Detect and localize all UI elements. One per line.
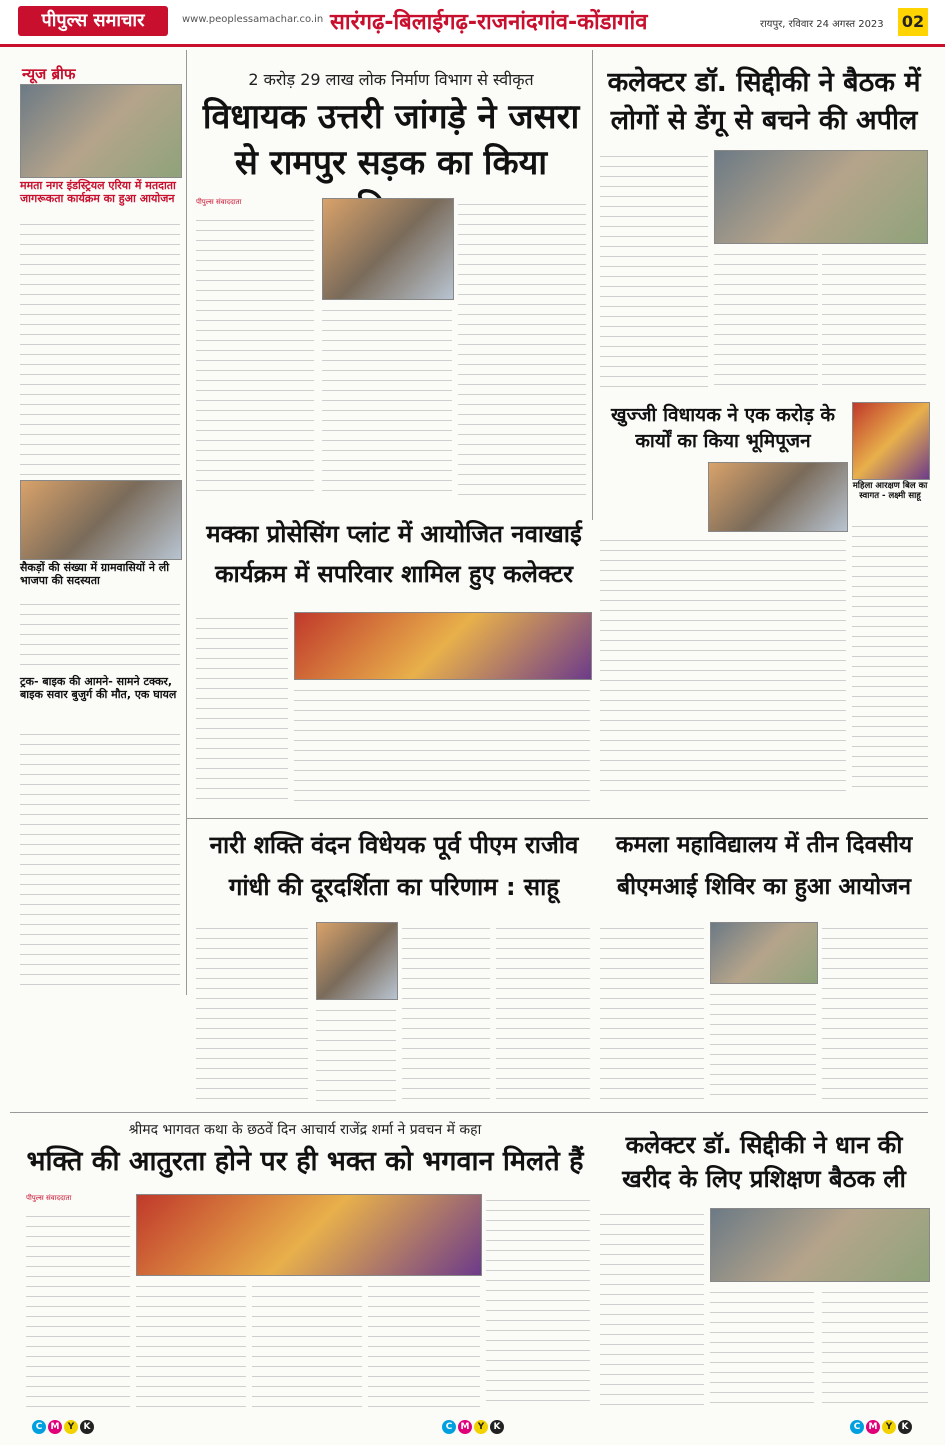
story5-photo (294, 612, 592, 680)
story9-body-col1 (600, 1208, 704, 1410)
story6-body-col4 (496, 922, 590, 1102)
story8-photo (136, 1194, 482, 1276)
masthead (0, 0, 945, 47)
website-url[interactable]: www.peoplessamachar.co.in (182, 14, 324, 25)
story8-body-col5 (486, 1194, 590, 1410)
dateline: रायपुर, रविवार 24 अगस्त 2023 (760, 19, 884, 30)
story1-body-col3 (458, 198, 586, 500)
brief-headline-1: ममता नगर इंडस्ट्रियल एरिया में मतदाता जागरूकता कार्यक्रम का हुआ आयोजन (20, 179, 176, 205)
story8-body-col3 (252, 1280, 362, 1410)
story6-body-col2 (316, 1004, 396, 1102)
brief-body-3 (20, 728, 180, 990)
story7-headline: कमला महाविद्यालय में तीन दिवसीय बीएमआई शिविर का हुआ आयोजन (615, 832, 913, 900)
story5-headline: मक्का प्रोसेसिंग प्लांट में आयोजित नवाखाई कार्यक्रम में सपरिवार शामिल हुए कलेक्टर (206, 520, 582, 588)
brief-headline-2: सैकड़ों की संख्या में ग्रामवासियों ने ली भाजपा की सदस्यता (20, 561, 170, 587)
brief-headline-3: ट्रक- बाइक की आमने- सामने टक्कर, बाइक सवार बुजुर्ग की मौत, एक घायल (20, 675, 177, 701)
story1-body-col2 (322, 304, 452, 500)
story9-photo (710, 1208, 930, 1282)
story8-headline: भक्ति की आतुरता होने पर ही भक्त को भगवान मिलते हैं (26, 1146, 584, 1177)
story4-photo (852, 402, 930, 480)
brief-photo-1 (20, 84, 182, 178)
color-registration-mark: C M Y K (32, 1420, 94, 1434)
story9-headline: कलेक्टर डॉ. सिद्दीकी ने धान की खरीद के लिए प्रशिक्षण बैठक ली (622, 1131, 906, 1193)
story7-body-col3 (822, 922, 928, 1102)
brief-body-1 (20, 218, 180, 476)
story1-body-col1 (196, 214, 314, 500)
story2-body-col1 (600, 150, 708, 390)
story3-body (600, 534, 846, 796)
story2-headline: कलेक्टर डॉ. सिद्दीकी ने बैठक में लोगों से डेंगू से बचने की अपील (607, 67, 921, 136)
story2-photo (714, 150, 928, 244)
story9-body-col3 (822, 1286, 928, 1410)
newspaper-logo: पीपुल्स समाचार (18, 6, 168, 36)
story6-body-col3 (402, 922, 490, 1102)
story4-caption: महिला आरक्षण बिल का स्वागत - लक्ष्मी साहू (852, 481, 928, 501)
news-brief-label: न्यूज ब्रीफ (22, 65, 76, 83)
story8-body-col1 (26, 1210, 130, 1410)
story1-byline: पीपुल्स संवाददाता (196, 198, 242, 206)
story6-headline: नारी शक्ति वंदन विधेयक पूर्व पीएम राजीव गांधी की दूरदर्शिता का परिणाम : साहू (209, 831, 579, 901)
story8-byline: पीपुल्स संवाददाता (26, 1194, 72, 1202)
story5-body-col1 (196, 612, 288, 808)
page-number: 02 (898, 8, 928, 36)
story6-body-col1 (196, 922, 308, 1102)
story7-photo (710, 922, 818, 984)
color-registration-mark: C M Y K (442, 1420, 504, 1434)
story6-photo (316, 922, 398, 1000)
edition-title: सारंगढ़-बिलाईगढ़-राजनांदगांव-कोंडागांव (330, 10, 648, 35)
brief-body-2 (20, 598, 180, 670)
story1-kicker: 2 करोड़ 29 लाख लोक निर्माण विभाग से स्वीकृत (248, 70, 534, 89)
story3-headline: खुज्जी विधायक ने एक करोड़ के कार्यों का किया भूमिपूजन (611, 404, 835, 452)
story1-photo (322, 198, 454, 300)
story2-body-col2 (714, 248, 818, 390)
brief-photo-2 (20, 480, 182, 560)
story7-body-col1 (600, 922, 704, 1102)
section-divider (10, 1112, 928, 1113)
story8-body-col4 (368, 1280, 480, 1410)
color-registration-mark: C M Y K (850, 1420, 912, 1434)
story4-body (852, 520, 928, 796)
story5-body-col2 (294, 684, 590, 808)
story7-body-col2 (710, 988, 816, 1102)
story1-headline: विधायक उत्तरी जांगड़े ने जसरा से रामपुर सड़क का किया (202, 97, 580, 183)
section-divider (186, 818, 928, 819)
story8-kicker: श्रीमद भागवत कथा के छठवें दिन आचार्य राजेंद्र शर्मा ने प्रवचन में कहा (128, 1122, 482, 1138)
column-divider (186, 50, 187, 995)
column-divider (592, 50, 593, 520)
story2-body-col3 (822, 248, 926, 390)
story3-photo (708, 462, 848, 532)
story9-body-col2 (710, 1286, 814, 1410)
story8-body-col2 (136, 1280, 246, 1410)
